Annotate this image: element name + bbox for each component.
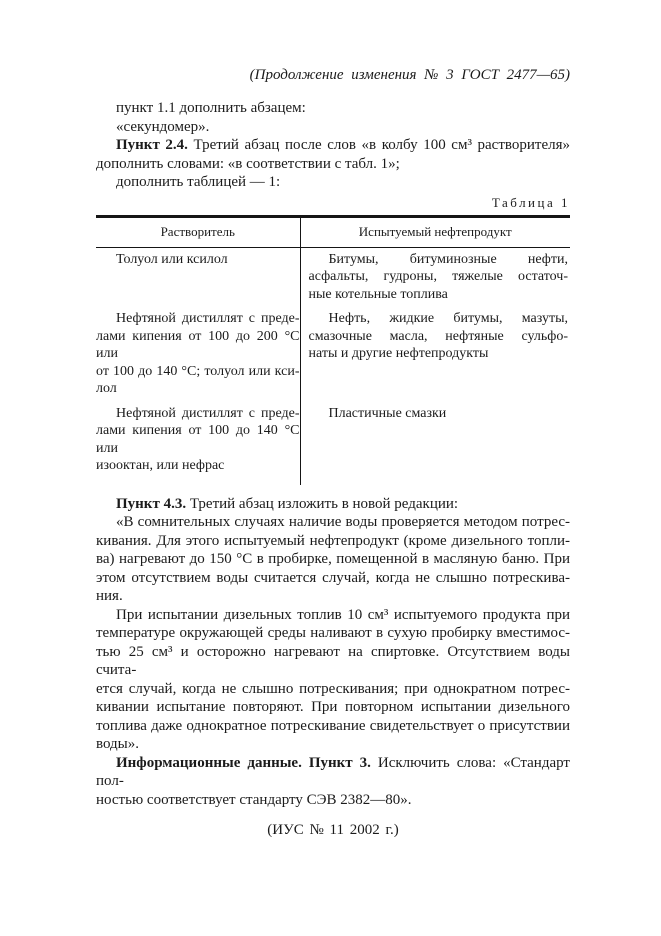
paragraph-line bbox=[96, 495, 570, 514]
paragraph-line: кивании испытание повторяют. При повторном испытании дизельного bbox=[96, 699, 570, 715]
table-cell-line: Нефтяной дистиллят с преде- bbox=[116, 405, 300, 421]
table-cell-line: Битумы, битуминозные нефти, bbox=[328, 251, 568, 267]
paragraph-line: ва) нагревают до 150 °С в пробирке, помещенной в масляную баню. При bbox=[96, 551, 570, 567]
column-header-product: Испытуемый нефтепродукт bbox=[300, 217, 570, 248]
paragraph-line: тью 25 см³ и осторожно нагревают на спиртовке. Отсутствием воды счита- bbox=[96, 643, 570, 678]
paragraph-line: воды». bbox=[96, 736, 140, 752]
table-header-row bbox=[96, 217, 570, 248]
table-cell-line: Толуол или ксилол bbox=[116, 251, 228, 267]
table-cell-line: ные котельные топлива bbox=[308, 286, 448, 302]
paragraph-line: температуре окружающей среды наливают в сухую пробирку вместимос- bbox=[96, 625, 570, 641]
paragraph-text: Третий абзац изложить в новой редакции: bbox=[186, 495, 459, 512]
table-cell-line: лами кипения от 100 до 200 °С или bbox=[96, 328, 300, 361]
table-cell-line: от 100 до 140 °С; толуол или кси- bbox=[96, 363, 300, 379]
paragraph-line: кивания. Для этого испытуемый нефтепродукт (кроме дизельного топли- bbox=[96, 532, 570, 549]
info-data-heading: Информационные данные. Пункт 3. bbox=[116, 754, 371, 771]
table-cell-line: асфальты, гудроны, тяжелые остаточ- bbox=[308, 269, 568, 284]
table-cell-line: Нефть, жидкие битумы, мазуты, bbox=[328, 311, 568, 326]
table-caption: Таблица 1 bbox=[491, 194, 570, 210]
table-row bbox=[96, 307, 570, 402]
table-cell-solvent bbox=[96, 402, 300, 485]
table-cell-line: смазочные масла, нефтяные сульфо- bbox=[308, 328, 568, 344]
column-header-solvent: Растворитель bbox=[96, 217, 300, 248]
page-continuation-note: (Продолжение изменения № 3 ГОСТ 2477—65) bbox=[249, 67, 570, 83]
solvents-table bbox=[96, 215, 570, 485]
document-body bbox=[96, 99, 570, 840]
clause-reference: Пункт 2.4. bbox=[116, 137, 188, 153]
paragraph-line: этом отсутствием воды считается случай, когда не слышно потрескива- bbox=[96, 569, 570, 586]
paragraph-line bbox=[96, 754, 570, 791]
table-row bbox=[96, 402, 570, 485]
paragraph-line: дополнить словами: «в соответствии с табл. 1»; bbox=[96, 155, 400, 172]
ius-reference: (ИУС № 11 2002 г.) bbox=[267, 822, 399, 838]
table-cell-product bbox=[300, 247, 570, 307]
table-cell-line: лол bbox=[96, 381, 117, 396]
table-cell-line: Пластичные смазки bbox=[328, 405, 447, 421]
paragraph-line: ется случай, когда не слышно потрескивания; при однократном потрес- bbox=[96, 680, 570, 697]
paragraph-line: «В сомнительных случаях наличие воды проверяется методом потрес- bbox=[116, 514, 570, 530]
table-row bbox=[96, 247, 570, 307]
table-cell-solvent bbox=[96, 247, 300, 307]
table-cell-line: наты и другие нефтепродукты bbox=[308, 346, 489, 361]
paragraph-line: пункт 1.1 дополнить абзацем: bbox=[116, 100, 306, 116]
paragraph-line: «секундомер». bbox=[116, 118, 210, 135]
table-cell-line: лами кипения от 100 до 140 °С или bbox=[96, 423, 300, 456]
paragraph-line: ностью соответствует стандарту СЭВ 2382—80». bbox=[96, 791, 412, 808]
clause-reference: Пункт 4.3. bbox=[116, 495, 187, 512]
paragraph-text: Исключить слова: «Стандарт пол- bbox=[96, 754, 570, 789]
paragraph-line bbox=[96, 136, 570, 155]
table-cell-product bbox=[300, 402, 570, 485]
paragraph-text: Третий абзац после слов «в колбу 100 см³ растворителя» bbox=[187, 137, 571, 153]
paragraph-line: топлива даже однократное потрескивание свидетельствует о присутствии bbox=[96, 717, 570, 734]
table-cell-line: изооктан, или нефрас bbox=[96, 458, 225, 473]
table-cell-solvent bbox=[96, 307, 300, 402]
table-cell-product bbox=[300, 307, 570, 402]
paragraph-line: дополнить таблицей — 1: bbox=[116, 174, 281, 190]
paragraph-line: При испытании дизельных топлив 10 см³ испытуемого продукта при bbox=[116, 606, 570, 623]
paragraph-line: ния. bbox=[96, 588, 123, 604]
section-4-3 bbox=[96, 495, 570, 810]
table-cell-line: Нефтяной дистиллят с преде- bbox=[116, 311, 300, 326]
